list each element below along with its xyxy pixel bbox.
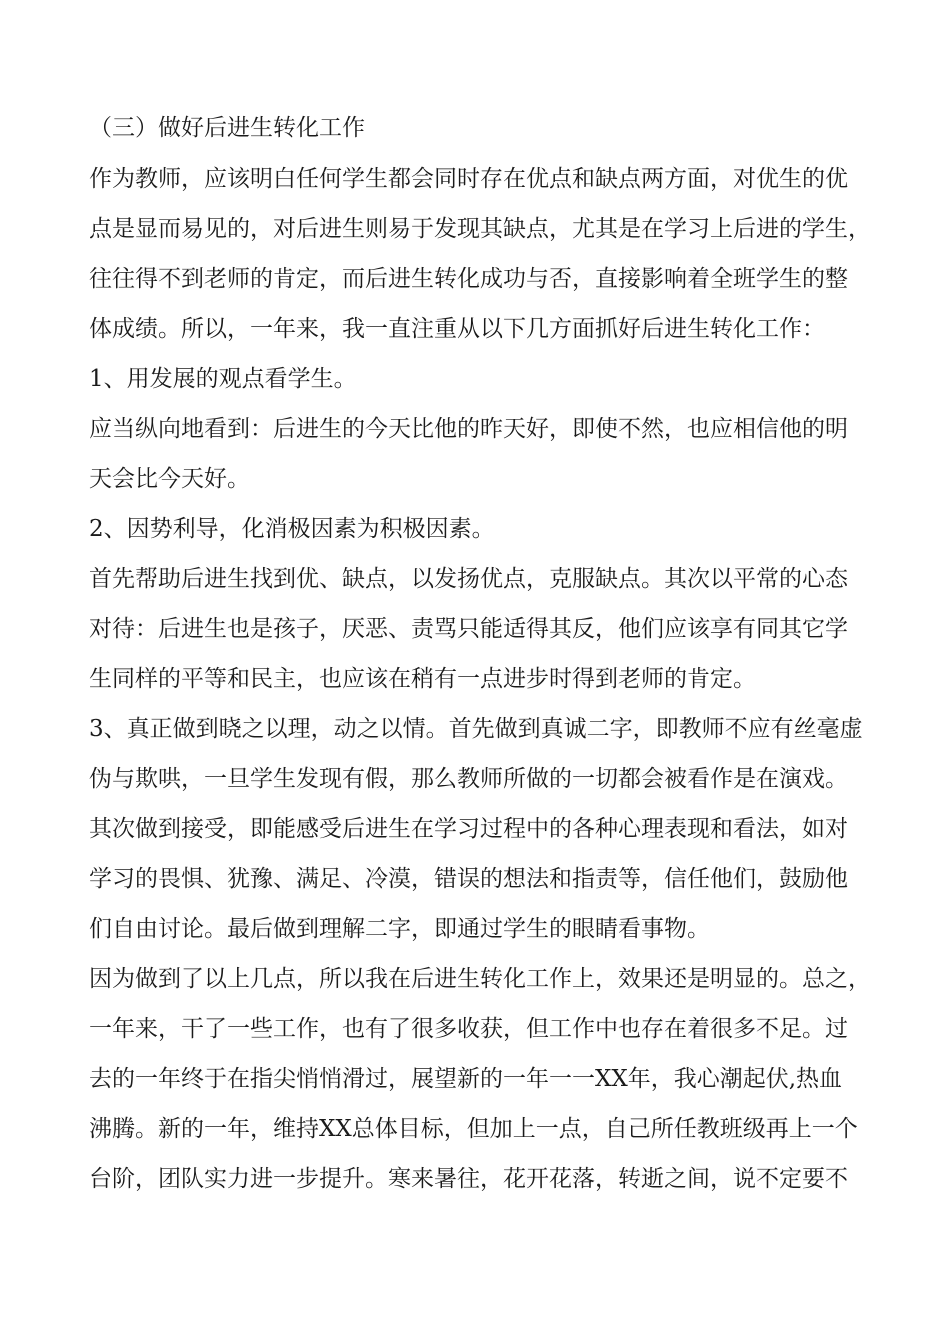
- list-item-heading: 3、真正做到晓之以理，动之以情。首先做到真诚二字，即教师不应有丝毫虚: [89, 716, 863, 742]
- list-item-heading: 1、用发展的观点看学生。: [89, 366, 357, 392]
- text-line: 学习的畏惧、犹豫、满足、冷漠，错误的想法和指责等，信任他们，鼓励他: [89, 866, 848, 892]
- text-line: 其次做到接受，即能感受后进生在学习过程中的各种心理表现和看法，如对: [89, 816, 848, 842]
- text-line: 首先帮助后进生找到优、缺点，以发扬优点，克服缺点。其次以平常的心态: [89, 566, 848, 592]
- list-item-heading: 2、因势利导，化消极因素为积极因素。: [89, 516, 495, 542]
- text-line: 作为教师，应该明白任何学生都会同时存在优点和缺点两方面，对优生的优: [89, 166, 848, 192]
- text-line: 因为做到了以上几点，所以我在后进生转化工作上，效果还是明显的。总之，: [89, 966, 871, 992]
- text-line: 沸腾。新的一年，维持XX总体目标，但加上一点，自己所任教班级再上一个: [89, 1116, 858, 1142]
- text-line: 点是显而易见的，对后进生则易于发现其缺点，尤其是在学习上后进的学生，: [89, 216, 871, 242]
- text-line: 往往得不到老师的肯定，而后进生转化成功与否，直接影响着全班学生的整: [89, 266, 848, 292]
- section-heading: （三）做好后进生转化工作: [89, 115, 365, 141]
- text-line: 伪与欺哄，一旦学生发现有假，那么教师所做的一切都会被看作是在演戏。: [89, 766, 848, 792]
- text-line: 体成绩。所以，一年来，我一直注重从以下几方面抓好后进生转化工作：: [89, 316, 825, 342]
- text-line: 天会比今天好。: [89, 466, 250, 492]
- text-line: 们自由讨论。最后做到理解二字，即通过学生的眼睛看事物。: [89, 916, 710, 942]
- text-line: 生同样的平等和民主，也应该在稍有一点进步时得到老师的肯定。: [89, 666, 756, 692]
- text-line: 台阶，团队实力进一步提升。寒来暑往，花开花落，转逝之间，说不定要不: [89, 1166, 848, 1192]
- text-line: 对待：后进生也是孩子，厌恶、责骂只能适得其反，他们应该享有同其它学: [89, 616, 848, 642]
- text-line: 去的一年终于在指尖悄悄滑过，展望新的一年一一XX年，我心潮起伏,热血: [89, 1066, 843, 1092]
- text-line: 一年来，干了一些工作，也有了很多收获，但工作中也存在着很多不足。过: [89, 1016, 848, 1042]
- text-line: 应当纵向地看到：后进生的今天比他的昨天好，即使不然，也应相信他的明: [89, 416, 848, 442]
